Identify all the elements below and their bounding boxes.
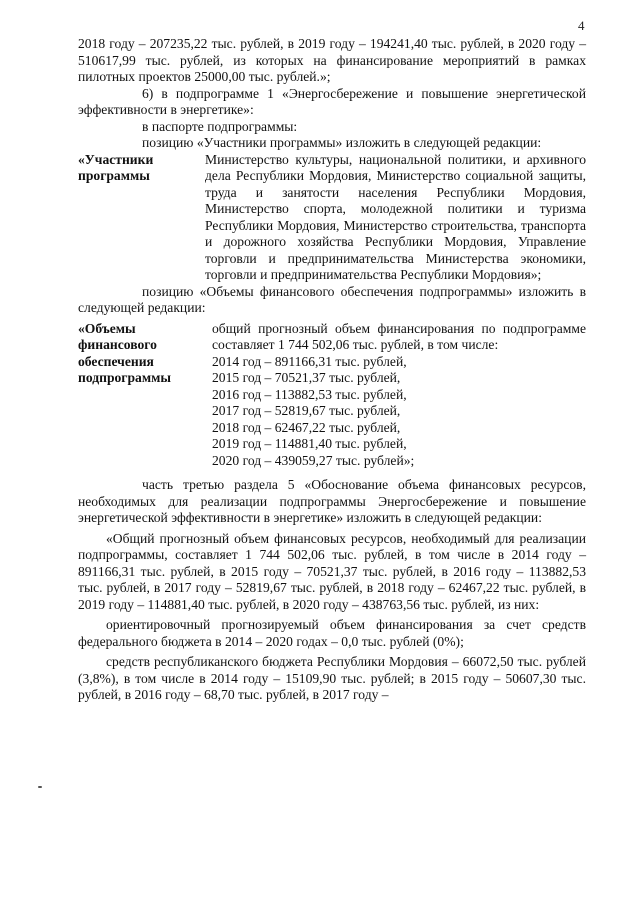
participants-intro: позицию «Участники программы» изложить в следующей редакции:	[142, 135, 542, 150]
scan-mark	[38, 786, 42, 788]
volumes-year-2018: 2018 год – 62467,22 тыс. рублей,	[212, 419, 401, 435]
item-6-paragraph: 6) в подпрограмме 1 «Энергосбережение и повышение энергетической эффективности в энергетике»:	[78, 85, 586, 117]
federal-paragraph: ориентировочный прогнозируемый объем финансирования за счет средств федерального бюджета в 2014 – 2020 годах – 0,0 тыс. рублей (0%);	[78, 617, 586, 649]
republic-paragraph: средств республиканского бюджета Республики Мордовия – 66072,50 тыс. рублей (3,8%), в том числе в 2014 году – 15109,90 тыс. рублей; в 2015 году – 50607,30 тыс. рублей, в 2016 году – 68,70 тыс. рублей, в 2017 году –	[78, 654, 586, 702]
passport-paragraph: в паспорте подпрограммы:	[142, 118, 298, 134]
volumes-year-2016: 2016 год – 113882,53 тыс. рублей,	[212, 386, 407, 402]
volumes-row	[78, 321, 586, 470]
volumes-year-2019: 2019 год – 114881,40 тыс. рублей,	[212, 436, 407, 451]
volumes-total: общий прогнозный объем финансирования по подпрограмме составляет 1 744 502,06 тыс. рублей, в том числе:	[212, 320, 586, 352]
section5-quote: «Общий прогнозный объем финансовых ресурсов, необходимый для реализации подпрограммы, составляет 1 744 502,06 тыс. рублей, в том числе в 2014 году – 891166,31 тыс. рублей, в 2015 году – 70521,37 тыс. рублей, в 2016 году – 113882,53 тыс. рублей, в 2017 году – 52819,67 тыс. рублей, в 2018 году – 62467,22 тыс. рублей, в 2019 году – 114881,40 тыс. рублей, в 2020 году – 438763,56 тыс. рублей, из них:	[78, 530, 586, 612]
volumes-year-2017: 2017 год – 52819,67 тыс. рублей,	[212, 403, 401, 418]
volumes-intro: позицию «Объемы финансового обеспечения подпрограммы» изложить в следующей редакции:	[78, 283, 586, 315]
participants-value: Министерство культуры, национальной политики, и архивного дела Республики Мордовия, Министерство социальной защиты, труда и занятости населения Республики Мордовия, Министерство спорта, молодежной политики и туризма Республики Мордовия, Министерство строительства, транспорта и дорожного хозяйства Республики Мордовия, Управление торговли и предпринимательства Министерства экономики, торговли и предпринимательства Республики Мордовия»;	[205, 151, 586, 282]
volumes-year-2014: 2014 год – 891166,31 тыс. рублей,	[212, 353, 407, 369]
volumes-year-2020: 2020 год – 439059,27 тыс. рублей»;	[212, 452, 415, 468]
volumes-label: «Объемы финансового обеспечения подпрограммы	[78, 320, 171, 385]
volumes-year-2015: 2015 год – 70521,37 тыс. рублей,	[212, 370, 401, 385]
document-body	[78, 36, 586, 704]
participants-row	[78, 152, 586, 284]
participants-label: «Участники программы	[78, 151, 154, 183]
volumes-value	[212, 321, 586, 470]
section5-intro: часть третью раздела 5 «Обоснование объема финансовых ресурсов, необходимых для реализации подпрограммы Энергосбережение и повышение энергетической эффективности в энергетике» изложить в следующей редакции:	[78, 477, 586, 525]
page-number: 4	[578, 18, 585, 33]
intro-paragraph: 2018 году – 207235,22 тыс. рублей, в 2019 году – 194241,40 тыс. рублей, в 2020 году – 510617,99 тыс. рублей, из которых на финансирование мероприятий в рамках пилотных проектов 25000,00 тыс. рублей.»;	[78, 36, 586, 84]
